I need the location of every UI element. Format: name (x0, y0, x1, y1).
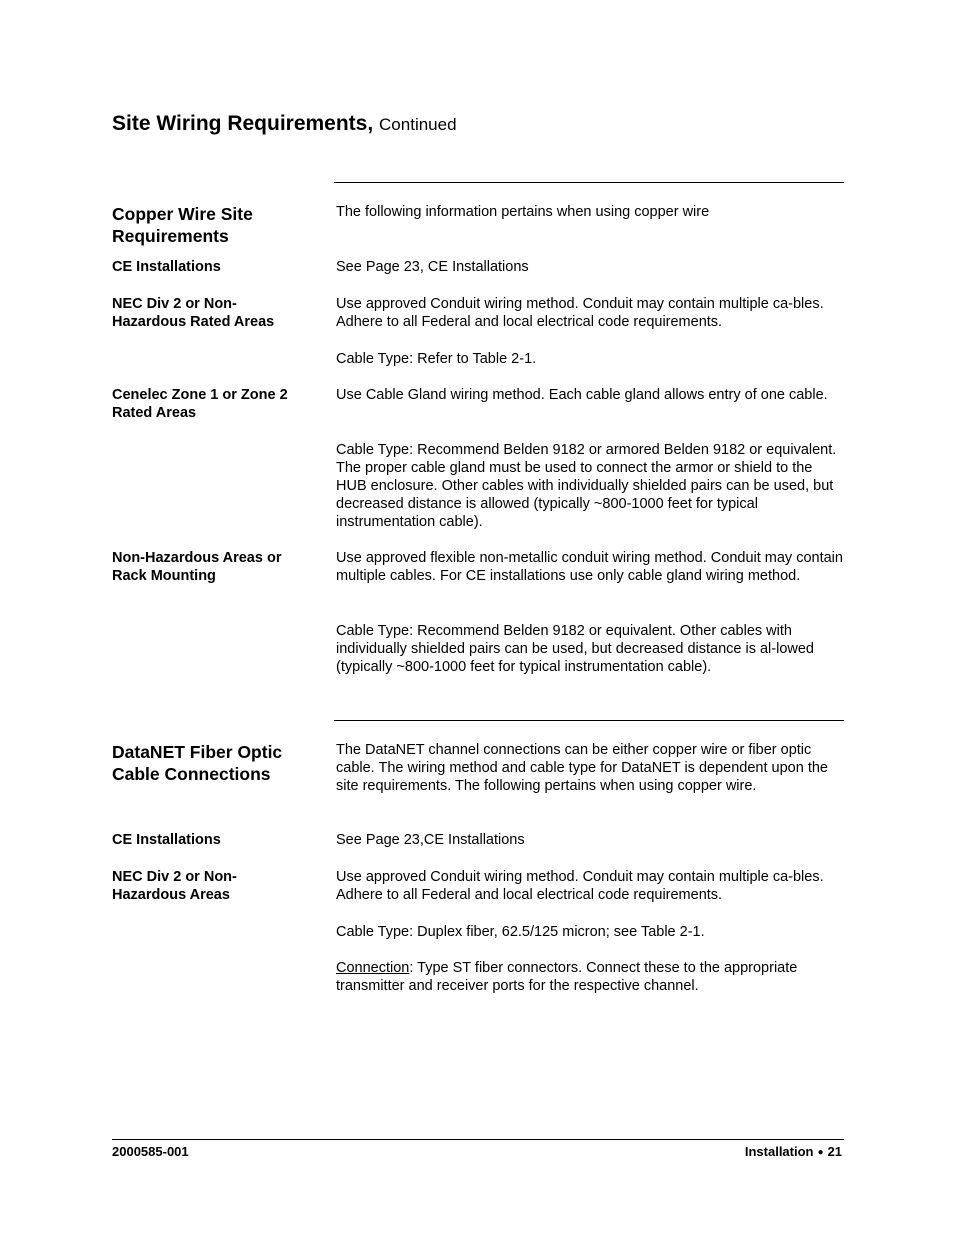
footer-rule (112, 1139, 844, 1140)
fiber-nec-label: NEC Div 2 or Non-Hazardous Areas (112, 869, 237, 903)
fiber-section-heading: DataNET Fiber Optic Cable Connections (112, 742, 283, 784)
fiber-nec-text: Use approved Conduit wiring method. Conduit may contain multiple ca-bles. Adhere to all Federal and local electrical code requirements. (336, 869, 824, 903)
copper-nec-label: NEC Div 2 or Non-Hazardous Rated Areas (112, 296, 275, 330)
copper-nec-text: Use approved Conduit wiring method. Conduit may contain multiple ca-bles. Adhere to all Federal and local electrical code requirements. (336, 296, 824, 330)
copper-nec-cable-text: Cable Type: Refer to Table 2-1. (336, 351, 537, 367)
copper-nonhaz-text: Use approved flexible non-metallic conduit wiring method. Conduit may contain multiple cables. For CE installations use only cable gland wiring method. (336, 550, 843, 584)
page-title-continued: Continued (379, 115, 457, 134)
footer-section-name: Installation (744, 1144, 814, 1159)
copper-cenelec-cable-text: Cable Type: Recommend Belden 9182 or armored Belden 9182 or equivalent. The proper cable gland must be used to connect the armor or shield to the HUB enclosure. Other cables with individually shielded pairs can be used, but decreased distance is allowed (typically ~800-1000 feet for typical instrumentation cable). (336, 442, 837, 530)
fiber-connection-text: : Type ST fiber connectors. Connect these to the appropriate transmitter and receiver ports for the respective channel. (336, 960, 798, 994)
copper-ce-text: See Page 23, CE Installations (336, 259, 529, 275)
copper-ce-label: CE Installations (112, 259, 221, 275)
fiber-connection-paragraph (336, 959, 844, 995)
copper-nonhaz-cable-text: Cable Type: Recommend Belden 9182 or equivalent. Other cables with individually shielded pairs can be used, but decreased distance is al-lowed (typically ~800-1000 feet for typical instrumentation cable). (336, 623, 814, 675)
fiber-connection-label: Connection (336, 960, 410, 976)
fiber-nec-cable-text: Cable Type: Duplex fiber, 62.5/125 micron; see Table 2-1. (336, 924, 705, 940)
page-title-main: Site Wiring Requirements, (112, 112, 374, 135)
fiber-ce-text: See Page 23,CE Installations (336, 832, 525, 848)
footer-page-info (745, 1144, 842, 1159)
copper-cenelec-label: Cenelec Zone 1 or Zone 2 Rated Areas (112, 387, 288, 421)
page-title (112, 112, 457, 136)
footer-page-number: 21 (827, 1144, 842, 1159)
fiber-ce-label: CE Installations (112, 832, 221, 848)
footer-bullet-icon: ● (817, 1147, 824, 1158)
copper-intro-text: The following information pertains when using copper wire (336, 204, 710, 220)
section-rule-fiber (334, 720, 844, 721)
copper-section-heading: Copper Wire Site Requirements (112, 204, 253, 246)
section-rule-copper (334, 182, 844, 183)
copper-nonhaz-label: Non-Hazardous Areas or Rack Mounting (112, 550, 282, 584)
fiber-intro-text: The DataNET channel connections can be either copper wire or fiber optic cable. The wiring method and cable type for DataNET is dependent upon the site requirements. The following pertains when using copper wire. (336, 742, 828, 794)
copper-cenelec-text: Use Cable Gland wiring method. Each cable gland allows entry of one cable. (336, 387, 828, 403)
footer-doc-number: 2000585-001 (112, 1144, 189, 1159)
